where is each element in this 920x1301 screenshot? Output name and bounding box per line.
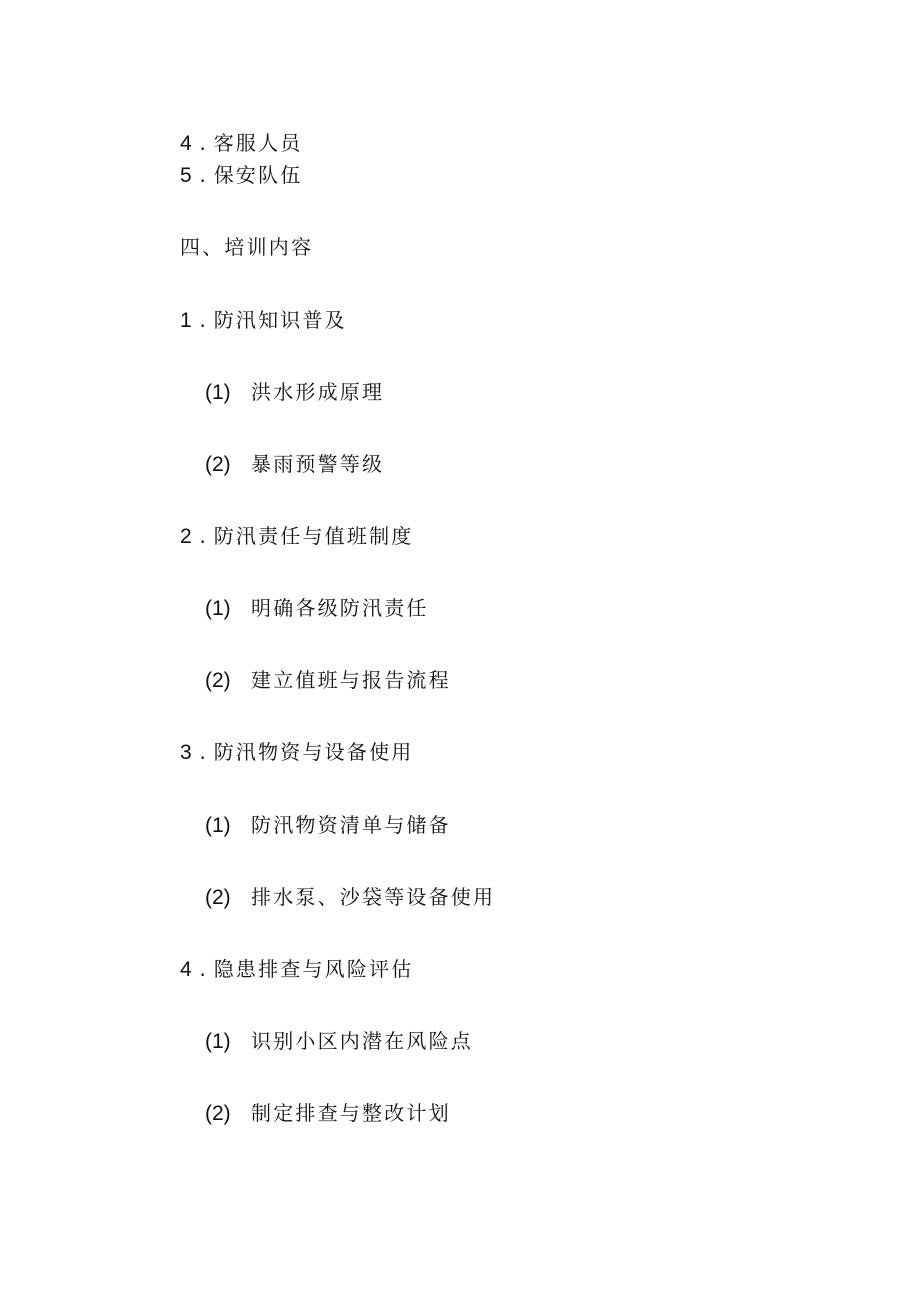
sub-item-number: (1) <box>205 814 231 837</box>
item-text: 防汛责任与值班制度 <box>213 524 414 548</box>
item-text: 客服人员 <box>213 131 303 155</box>
sub-item-4-2 <box>205 1101 451 1126</box>
item-text: 保安队伍 <box>213 163 303 187</box>
sub-item-text: 排水泵、沙袋等设备使用 <box>251 885 496 909</box>
sub-item-text: 建立值班与报告流程 <box>251 668 451 692</box>
item-separator: . <box>199 740 206 764</box>
sub-item-1-1 <box>205 380 384 405</box>
sub-item-text: 明确各级防汛责任 <box>251 596 429 620</box>
sub-item-number: (1) <box>205 1030 231 1053</box>
sub-item-text: 洪水形成原理 <box>251 380 385 404</box>
sub-item-number: (1) <box>205 381 231 404</box>
list-item-staff-4 <box>180 131 303 156</box>
sub-item-number: (2) <box>205 669 231 692</box>
item-separator: . <box>199 524 206 548</box>
sub-item-text: 识别小区内潜在风险点 <box>251 1029 473 1053</box>
item-separator: . <box>199 308 206 332</box>
sub-item-text: 暴雨预警等级 <box>251 452 385 476</box>
sub-item-1-2 <box>205 452 384 477</box>
item-number: 4 <box>180 132 192 155</box>
sub-item-number: (2) <box>205 1102 231 1125</box>
sub-item-3-2 <box>205 885 495 910</box>
list-item-topic-2 <box>180 524 414 549</box>
sub-item-3-1 <box>205 813 451 838</box>
list-item-topic-3 <box>180 740 414 765</box>
sub-item-number: (1) <box>205 597 231 620</box>
sub-item-4-1 <box>205 1029 473 1054</box>
section-title: 四、培训内容 <box>180 235 314 259</box>
item-number: 5 <box>180 164 192 187</box>
item-separator: . <box>199 957 206 981</box>
item-text: 隐患排查与风险评估 <box>213 957 414 981</box>
item-number: 3 <box>180 741 192 764</box>
list-item-staff-5 <box>180 163 303 188</box>
item-number: 2 <box>180 525 192 548</box>
item-text: 防汛物资与设备使用 <box>213 740 414 764</box>
sub-item-number: (2) <box>205 886 231 909</box>
sub-item-2-1 <box>205 596 429 621</box>
sub-item-text: 制定排查与整改计划 <box>251 1101 451 1125</box>
item-number: 1 <box>180 309 192 332</box>
sub-item-number: (2) <box>205 453 231 476</box>
item-separator: . <box>199 163 206 187</box>
item-separator: . <box>199 131 206 155</box>
list-item-topic-1 <box>180 308 347 333</box>
item-number: 4 <box>180 958 192 981</box>
sub-item-text: 防汛物资清单与储备 <box>251 813 451 837</box>
section-heading-training-content <box>180 235 313 259</box>
list-item-topic-4 <box>180 957 414 982</box>
item-text: 防汛知识普及 <box>213 308 347 332</box>
sub-item-2-2 <box>205 668 451 693</box>
